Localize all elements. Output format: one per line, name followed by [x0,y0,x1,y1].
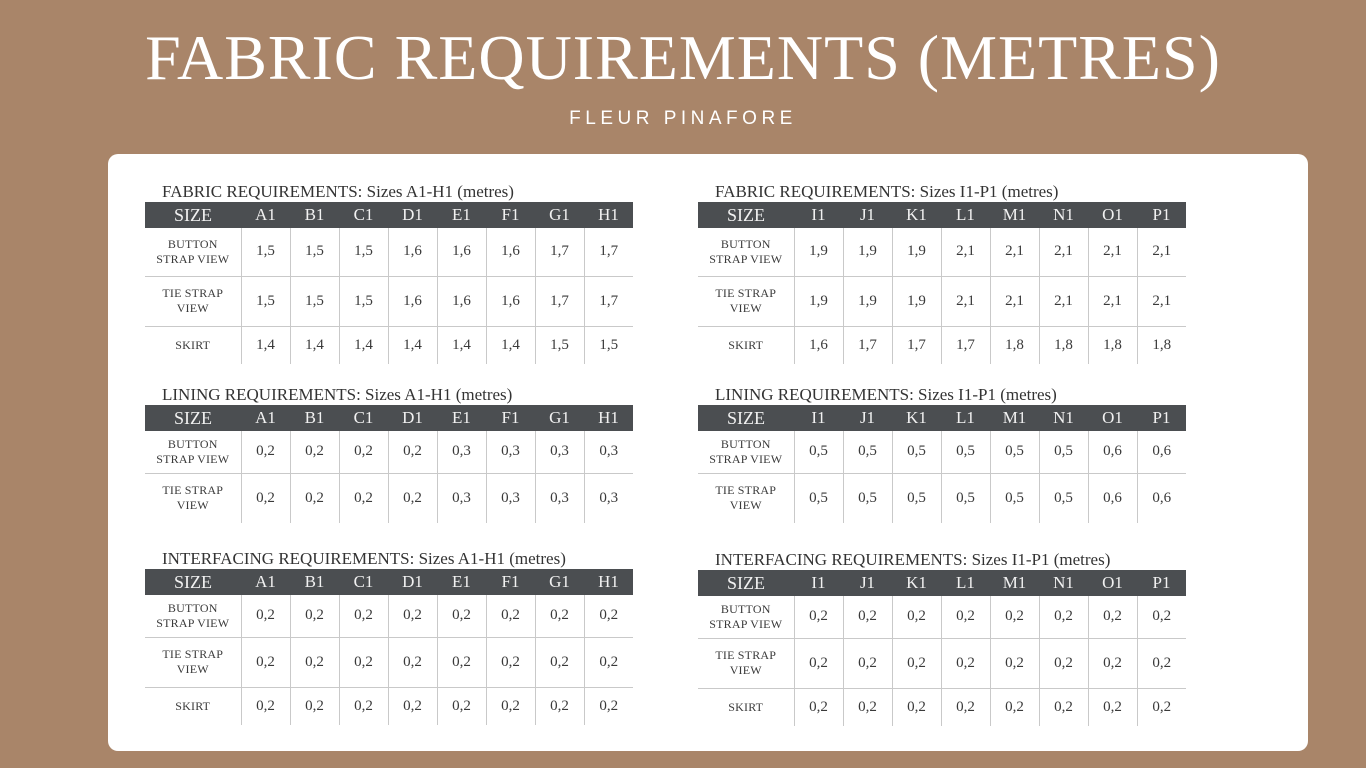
value-cell: 0,6 [1137,473,1186,523]
value-cell: 1,6 [794,326,843,364]
size-column-header: C1 [339,405,388,431]
value-cell: 1,7 [535,276,584,326]
value-cell: 0,2 [241,687,290,725]
value-cell: 0,2 [290,595,339,637]
size-column-header: G1 [535,202,584,228]
size-header: SIZE [145,405,241,431]
value-cell: 1,7 [892,326,941,364]
size-column-header: N1 [1039,405,1088,431]
value-cell: 1,6 [437,276,486,326]
value-cell: 0,2 [388,473,437,523]
table-caption: FABRIC REQUIREMENTS: Sizes I1-P1 (metres) [715,182,1059,201]
row-label-line: STRAP VIEW [156,251,230,266]
size-column-header: L1 [941,570,990,596]
table-header-row [698,202,1186,228]
row-label-line: VIEW [176,662,209,676]
value-cell: 0,2 [990,596,1039,638]
value-cell: 1,7 [584,228,633,276]
size-column-header: F1 [486,569,535,595]
value-cell: 1,9 [794,276,843,326]
row-label [145,228,241,276]
row-label-line: STRAP VIEW [709,251,783,266]
page-subtitle: FLEUR PINAFORE [569,108,797,129]
size-header: SIZE [145,202,241,228]
value-cell: 0,2 [437,637,486,687]
value-cell: 0,2 [290,687,339,725]
value-cell: 0,2 [1039,596,1088,638]
row-label [698,688,794,726]
row-label-line: VIEW [729,663,762,677]
value-cell: 0,2 [1039,688,1088,726]
value-cell: 0,2 [1137,638,1186,688]
value-cell: 1,9 [794,228,843,276]
row-label-line: BUTTON [720,436,771,451]
value-cell: 1,7 [535,228,584,276]
value-cell: 1,7 [584,276,633,326]
row-label [698,431,794,473]
lining-table-a [145,385,645,523]
value-cell: 0,2 [794,596,843,638]
table-row [145,473,633,523]
value-cell: 2,1 [1088,276,1137,326]
value-cell: 0,5 [990,473,1039,523]
value-cell: 0,3 [535,473,584,523]
requirements-table [698,570,1186,726]
row-label-line: STRAP VIEW [156,615,230,630]
value-cell: 0,5 [1039,473,1088,523]
value-cell: 1,4 [388,326,437,364]
value-cell: 1,4 [339,326,388,364]
value-cell: 1,5 [535,326,584,364]
table-caption: LINING REQUIREMENTS: Sizes A1-H1 (metres) [162,385,513,404]
value-cell: 1,5 [339,228,388,276]
table-row [145,326,633,364]
table-row [698,473,1186,523]
value-cell: 1,4 [437,326,486,364]
value-cell: 0,2 [388,637,437,687]
size-column-header: G1 [535,569,584,595]
value-cell: 1,5 [584,326,633,364]
row-label [698,228,794,276]
value-cell: 2,1 [1137,228,1186,276]
size-column-header: B1 [290,202,339,228]
requirements-table [698,202,1186,364]
value-cell: 0,2 [1088,688,1137,726]
row-label [698,638,794,688]
size-column-header: C1 [339,569,388,595]
value-cell: 2,1 [1088,228,1137,276]
size-column-header: K1 [892,405,941,431]
value-cell: 0,3 [437,473,486,523]
value-cell: 0,2 [1039,638,1088,688]
size-header: SIZE [698,405,794,431]
requirements-card [108,154,1308,751]
row-label-line: TIE STRAP [715,286,777,300]
size-column-header: I1 [794,405,843,431]
row-label-line: STRAP VIEW [709,451,783,466]
size-column-header: A1 [241,202,290,228]
size-column-header: D1 [388,202,437,228]
size-header: SIZE [698,202,794,228]
row-label-line: TIE STRAP [162,483,224,498]
interfacing-table-i [698,550,1198,726]
value-cell: 1,4 [290,326,339,364]
row-label-line: TIE STRAP [162,286,224,300]
value-cell: 0,5 [843,473,892,523]
fabric-table-i [698,182,1198,364]
value-cell: 0,2 [290,637,339,687]
value-cell: 0,2 [241,595,290,637]
lining-table-i [698,385,1198,523]
size-column-header: A1 [241,569,290,595]
value-cell: 0,2 [241,637,290,687]
table-header-row [698,405,1186,431]
size-column-header: L1 [941,405,990,431]
size-column-header: I1 [794,202,843,228]
value-cell: 0,3 [486,431,535,473]
value-cell: 1,6 [388,276,437,326]
value-cell: 2,1 [1137,276,1186,326]
size-column-header: E1 [437,569,486,595]
size-column-header: P1 [1137,405,1186,431]
table-header-row [145,202,633,228]
value-cell: 0,2 [584,595,633,637]
row-label-line: STRAP VIEW [156,451,230,466]
size-column-header: O1 [1088,405,1137,431]
requirements-table [698,405,1186,523]
value-cell: 0,2 [486,595,535,637]
value-cell: 0,2 [584,637,633,687]
value-cell: 0,5 [1039,431,1088,473]
value-cell: 0,2 [437,595,486,637]
table-caption: FABRIC REQUIREMENTS: Sizes A1-H1 (metres) [162,182,514,201]
value-cell: 0,2 [1137,596,1186,638]
value-cell: 1,9 [892,276,941,326]
value-cell: 0,6 [1137,431,1186,473]
value-cell: 0,5 [892,473,941,523]
table-row [698,276,1186,326]
row-label [698,596,794,638]
size-column-header: H1 [584,202,633,228]
size-column-header: L1 [941,202,990,228]
value-cell: 0,2 [290,431,339,473]
value-cell: 0,2 [535,687,584,725]
size-column-header: F1 [486,202,535,228]
value-cell: 0,5 [794,473,843,523]
value-cell: 1,5 [290,228,339,276]
requirements-table [145,405,633,523]
table-row [698,228,1186,276]
row-label-line: STRAP VIEW [709,616,783,631]
value-cell: 0,2 [486,637,535,687]
row-label-line: BUTTON [167,236,218,251]
row-label [145,276,241,326]
value-cell: 2,1 [1039,228,1088,276]
fabric-table-a [145,182,645,364]
size-column-header: B1 [290,405,339,431]
row-label [145,637,241,687]
row-label-line: TIE STRAP [162,647,224,661]
value-cell: 0,2 [339,473,388,523]
value-cell: 0,2 [388,431,437,473]
value-cell: 0,2 [241,473,290,523]
value-cell: 0,2 [843,688,892,726]
value-cell: 1,5 [241,228,290,276]
row-label [145,687,241,725]
row-label [145,595,241,637]
value-cell: 0,5 [941,473,990,523]
value-cell: 1,7 [843,326,892,364]
table-row [698,326,1186,364]
size-column-header: M1 [990,570,1039,596]
size-column-header: P1 [1137,202,1186,228]
size-column-header: K1 [892,570,941,596]
size-column-header: J1 [843,570,892,596]
size-column-header: E1 [437,202,486,228]
size-column-header: O1 [1088,202,1137,228]
value-cell: 1,4 [486,326,535,364]
value-cell: 1,8 [1039,326,1088,364]
row-label [698,276,794,326]
value-cell: 2,1 [941,228,990,276]
value-cell: 0,2 [941,596,990,638]
size-column-header: N1 [1039,570,1088,596]
size-column-header: C1 [339,202,388,228]
value-cell: 0,5 [990,431,1039,473]
value-cell: 0,2 [1137,688,1186,726]
value-cell: 1,6 [486,228,535,276]
value-cell: 1,7 [941,326,990,364]
value-cell: 0,2 [941,638,990,688]
value-cell: 1,6 [486,276,535,326]
value-cell: 1,6 [437,228,486,276]
value-cell: 0,2 [339,595,388,637]
row-label [145,473,241,523]
value-cell: 1,9 [843,228,892,276]
row-label [698,473,794,523]
row-label-line: SKIRT [728,699,764,714]
value-cell: 0,3 [437,431,486,473]
row-label-line: VIEW [176,498,209,513]
value-cell: 0,2 [535,637,584,687]
value-cell: 0,5 [941,431,990,473]
interfacing-table-a [145,549,645,725]
value-cell: 1,9 [843,276,892,326]
size-column-header: P1 [1137,570,1186,596]
table-header-row [698,570,1186,596]
value-cell: 0,2 [990,688,1039,726]
value-cell: 0,2 [843,638,892,688]
value-cell: 0,3 [486,473,535,523]
size-column-header: H1 [584,569,633,595]
size-column-header: A1 [241,405,290,431]
value-cell: 0,5 [892,431,941,473]
table-caption: INTERFACING REQUIREMENTS: Sizes I1-P1 (metres) [715,550,1111,569]
value-cell: 1,9 [892,228,941,276]
value-cell: 2,1 [941,276,990,326]
value-cell: 0,2 [941,688,990,726]
row-label-line: SKIRT [175,337,211,352]
table-row [145,431,633,473]
size-column-header: M1 [990,405,1039,431]
value-cell: 0,3 [584,431,633,473]
table-row [145,687,633,725]
table-row [698,688,1186,726]
size-column-header: J1 [843,202,892,228]
value-cell: 0,2 [388,687,437,725]
size-header: SIZE [145,569,241,595]
size-header: SIZE [698,570,794,596]
value-cell: 0,2 [290,473,339,523]
table-caption: LINING REQUIREMENTS: Sizes I1-P1 (metres) [715,385,1057,404]
value-cell: 1,8 [1088,326,1137,364]
size-column-header: O1 [1088,570,1137,596]
table-row [145,276,633,326]
value-cell: 0,5 [794,431,843,473]
value-cell: 0,5 [843,431,892,473]
value-cell: 0,2 [794,638,843,688]
value-cell: 1,8 [1137,326,1186,364]
value-cell: 0,6 [1088,473,1137,523]
value-cell: 0,3 [584,473,633,523]
requirements-table [145,569,633,725]
requirements-table [145,202,633,364]
value-cell: 0,2 [339,687,388,725]
size-column-header: B1 [290,569,339,595]
table-row [145,637,633,687]
size-column-header: K1 [892,202,941,228]
value-cell: 2,1 [990,228,1039,276]
value-cell: 0,2 [892,596,941,638]
row-label-line: SKIRT [175,698,211,713]
row-label-line: VIEW [729,498,762,513]
row-label [698,326,794,364]
row-label-line: BUTTON [167,600,218,615]
table-row [145,228,633,276]
value-cell: 2,1 [1039,276,1088,326]
value-cell: 0,2 [584,687,633,725]
table-header-row [145,405,633,431]
size-column-header: H1 [584,405,633,431]
row-label-line: BUTTON [720,601,771,616]
row-label-line: BUTTON [167,436,218,451]
value-cell: 2,1 [990,276,1039,326]
value-cell: 1,6 [388,228,437,276]
value-cell: 0,2 [892,688,941,726]
table-row [698,596,1186,638]
value-cell: 0,2 [339,431,388,473]
size-column-header: N1 [1039,202,1088,228]
table-header-row [145,569,633,595]
row-label [145,326,241,364]
row-label [145,431,241,473]
row-label-line: BUTTON [720,236,771,251]
table-row [145,595,633,637]
value-cell: 0,2 [388,595,437,637]
value-cell: 0,2 [1088,596,1137,638]
value-cell: 1,5 [339,276,388,326]
size-column-header: D1 [388,569,437,595]
value-cell: 0,2 [535,595,584,637]
size-column-header: I1 [794,570,843,596]
size-column-header: J1 [843,405,892,431]
size-column-header: D1 [388,405,437,431]
value-cell: 0,2 [437,687,486,725]
value-cell: 0,3 [535,431,584,473]
value-cell: 1,4 [241,326,290,364]
row-label-line: SKIRT [728,337,764,352]
size-column-header: M1 [990,202,1039,228]
value-cell: 0,6 [1088,431,1137,473]
value-cell: 0,2 [794,688,843,726]
row-label-line: TIE STRAP [715,483,777,498]
table-row [698,431,1186,473]
value-cell: 0,2 [241,431,290,473]
value-cell: 1,8 [990,326,1039,364]
size-column-header: E1 [437,405,486,431]
table-caption: INTERFACING REQUIREMENTS: Sizes A1-H1 (metres) [162,549,566,568]
row-label-line: VIEW [176,301,209,315]
size-column-header: F1 [486,405,535,431]
value-cell: 0,2 [1088,638,1137,688]
value-cell: 1,5 [241,276,290,326]
row-label-line: TIE STRAP [715,648,777,662]
row-label-line: VIEW [729,301,762,315]
value-cell: 0,2 [843,596,892,638]
value-cell: 0,2 [892,638,941,688]
value-cell: 0,2 [486,687,535,725]
table-row [698,638,1186,688]
size-column-header: G1 [535,405,584,431]
value-cell: 0,2 [990,638,1039,688]
value-cell: 1,5 [290,276,339,326]
value-cell: 0,2 [339,637,388,687]
page-title: FABRIC REQUIREMENTS (METRES) [145,22,1221,93]
